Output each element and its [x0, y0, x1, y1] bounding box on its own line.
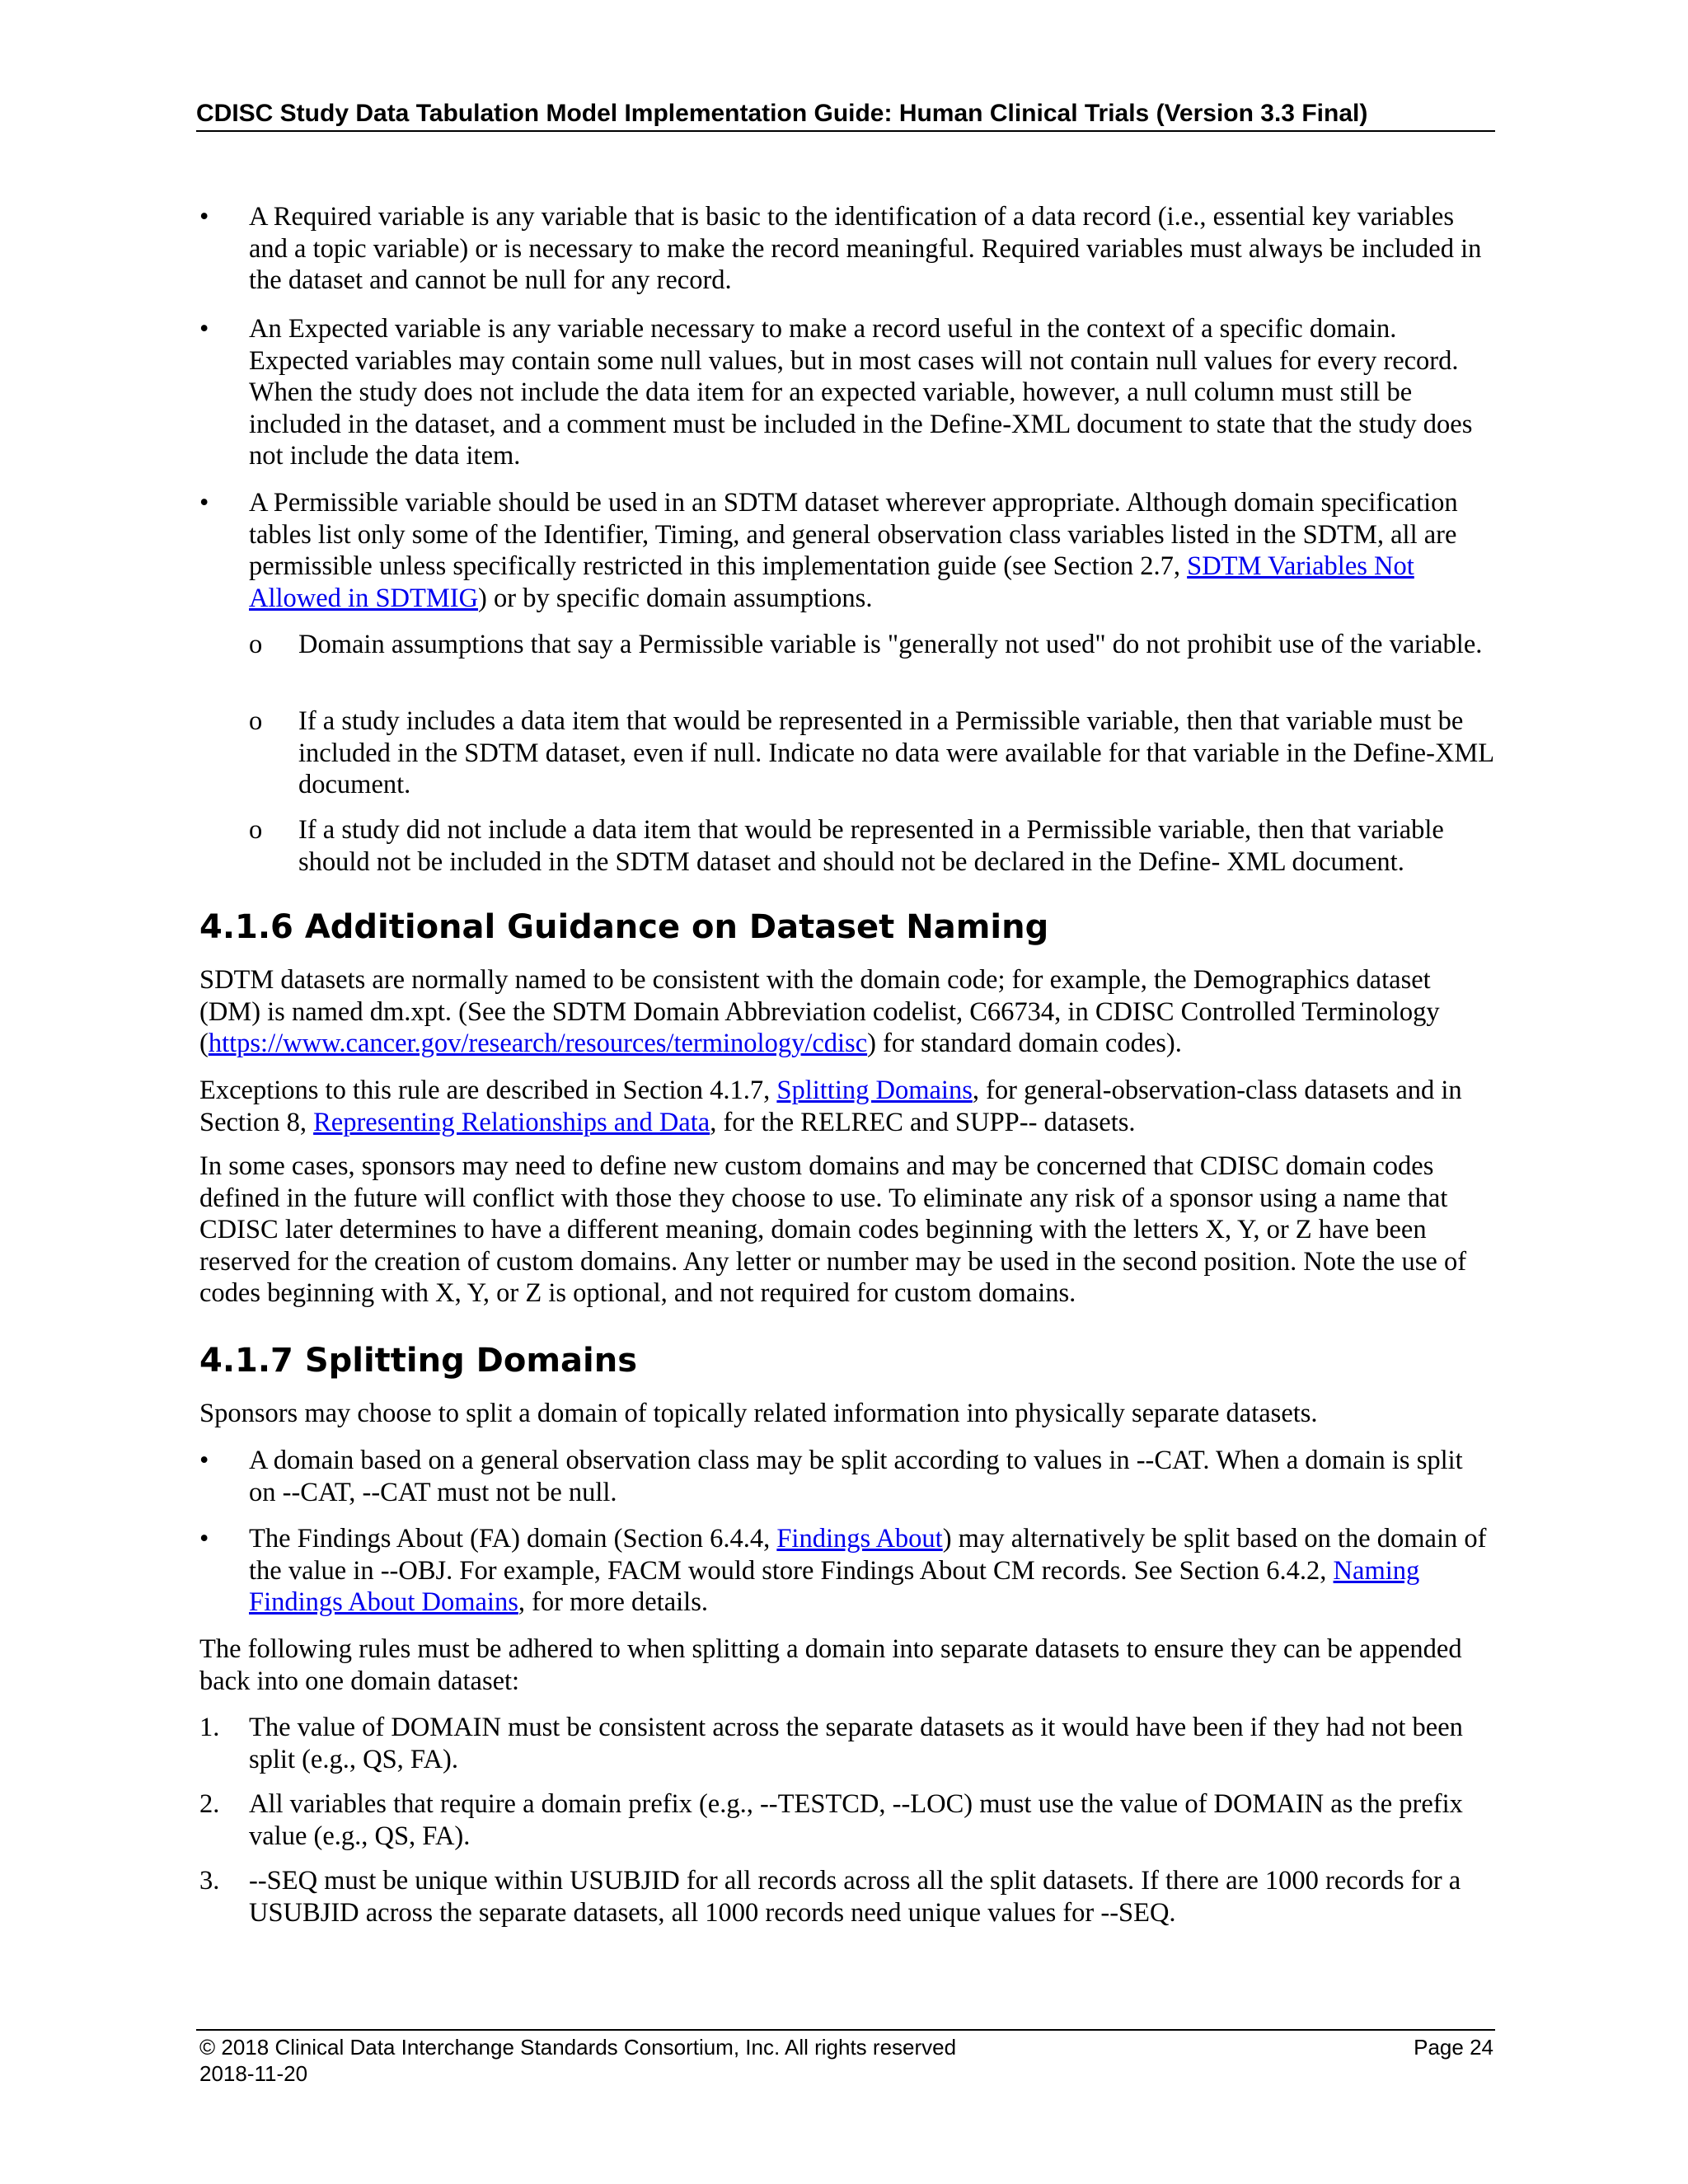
text-span: ) for standard domain codes). — [867, 1029, 1182, 1058]
text-span: , for general-observation-class datasets and in Section 8, — [199, 1076, 1462, 1137]
sub-bullet-text: If a study includes a data item that would be represented in a Permissible variable, then that variable must be included in the SDTM dataset, even if null. Indicate no data were available for that variable in the Define-XML document. — [298, 706, 1493, 799]
sub-bullet-not-included — [199, 814, 1495, 878]
section-heading-4-1-7: 4.1.7 Splitting Domains — [199, 1342, 638, 1380]
bullet-mark: • — [199, 314, 209, 344]
footer-left — [199, 2034, 956, 2087]
bullet-text: An Expected variable is any variable necessary to make a record useful in the context of a specific domain. Expected variables may contain some null values, but in most cases will not contain null values for every record. When the study does not include the data item for an expected variable, however, a null column must still be included in the dataset, and a comment must be included in the Define-XML document to state that the study does not include the data item. — [249, 314, 1473, 471]
bullet-findings-about — [199, 1523, 1495, 1619]
bullet-mark: • — [199, 1524, 209, 1554]
rule-number: 1. — [199, 1713, 220, 1742]
sub-bullet-text: Domain assumptions that say a Permissible variable is "generally not used" do not prohibit use of the variable. — [298, 630, 1483, 659]
sub-bullet-generally-not-used — [199, 629, 1495, 661]
rule-number: 2. — [199, 1789, 220, 1819]
text-span: ) may alternatively be split based on the domain of the value in --OBJ. For example, FACM would store Findings About CM records. See Section 6.4.2, — [249, 1524, 1487, 1586]
bullet-text: A Required variable is any variable that is basic to the identification of a data record (i.e., essential key variables and a topic variable) or is necessary to make the record meaningful. Required variables must always be included in the dataset and cannot be null for any record. — [249, 202, 1482, 295]
paragraph-split-intro: Sponsors may choose to split a domain of topically related information into physically separate datasets. — [199, 1399, 1318, 1428]
sub-bullet-mark: o — [249, 706, 263, 736]
bullet-text: A domain based on a general observation class may be split according to values in --CAT. When a domain is split on --CAT, --CAT must not be null. — [249, 1446, 1463, 1507]
text-span: ) or by specific domain assumptions. — [478, 583, 873, 613]
bullet-mark: • — [199, 202, 209, 232]
text-span: , for the RELREC and SUPP-- datasets. — [710, 1107, 1136, 1137]
link-cancer-gov-terminology[interactable]: https://www.cancer.gov/research/resources/terminology/cdisc — [208, 1029, 868, 1058]
paragraph-rules-intro: The following rules must be adhered to when splitting a domain into separate datasets to ensure they can be appended back into one domain dataset: — [199, 1634, 1462, 1696]
rule-item-3 — [199, 1865, 1495, 1929]
footer-copyright: © 2018 Clinical Data Interchange Standards Consortium, Inc. All rights reserved — [199, 2035, 957, 2060]
sub-bullet-text: If a study did not include a data item that would be represented in a Permissible variable, then that variable should not be included in the SDTM dataset and should not be declared in the Define- XML document. — [298, 815, 1444, 877]
text-span: Exceptions to this rule are described in Section 4.1.7, — [199, 1076, 777, 1105]
link-splitting-domains[interactable]: Splitting Domains — [776, 1076, 973, 1105]
link-sdtm-variables-not-allowed[interactable]: SDTM Variables Not Allowed in SDTMIG — [249, 551, 1414, 613]
paragraph-custom-domains: In some cases, sponsors may need to define new custom domains and may be concerned that CDISC domain codes defined in the future will conflict with those they choose to use. To eliminate any risk of a sponsor using a name that CDISC later determines to have a different meaning, domain codes beginning with the letters X, Y, or Z have been reserved for the creation of custom domains. Any letter or number may be used in the second position. Note the use of codes beginning with X, Y, or Z is optional, and not required for custom domains. — [199, 1151, 1467, 1308]
text-span: A Permissible variable should be used in an SDTM dataset wherever appropriate. Although domain specification tables list only some of the Identifier, Timing, and general observation class variables listed in the SDTM, all are permissible unless specifically restricted in this implementation guide (see Section 2.7, — [249, 488, 1458, 581]
rule-text: The value of DOMAIN must be consistent across the separate datasets as it would have been if they had not been split (e.g., QS, FA). — [249, 1713, 1463, 1774]
text-span: , for more details. — [518, 1587, 708, 1617]
rule-item-1 — [199, 1712, 1495, 1775]
rule-text: --SEQ must be unique within USUBJID for all records across all the split datasets. If there are 1000 records for a USUBJID across the separate datasets, all 1000 records need unique values for --SEQ. — [249, 1866, 1461, 1928]
bullet-expected — [199, 313, 1495, 472]
link-representing-relationships[interactable]: Representing Relationships and Data — [313, 1107, 710, 1137]
rule-item-2 — [199, 1788, 1495, 1852]
link-naming-findings-about-domains[interactable]: Naming Findings About Domains — [249, 1555, 1420, 1617]
footer-page-number: Page 24 — [1414, 2035, 1493, 2060]
bullet-mark: • — [199, 488, 209, 518]
sub-bullet-mark: o — [249, 630, 263, 659]
sub-bullet-included — [199, 705, 1495, 801]
bullet-permissible — [199, 487, 1495, 614]
running-header: CDISC Study Data Tabulation Model Implementation Guide: Human Clinical Trials (Version 3.3 Final) — [196, 100, 1368, 127]
paragraph-exceptions — [199, 1075, 1495, 1138]
text-span: The Findings About (FA) domain (Section 6.4.4, — [249, 1524, 777, 1554]
link-findings-about[interactable]: Findings About — [776, 1524, 943, 1554]
bullet-mark: • — [199, 1446, 209, 1475]
paragraph-dataset-naming — [199, 964, 1495, 1060]
text-span: SDTM datasets are normally named to be consistent with the domain code; for example, the Demographics dataset (DM) is named dm.xpt. (See the SDTM Domain Abbreviation codelist, C66734, in CDISC Controlled Terminology ( — [199, 965, 1440, 1058]
sub-bullet-mark: o — [249, 815, 263, 845]
footer-date: 2018-11-20 — [199, 2061, 308, 2086]
rule-number: 3. — [199, 1866, 220, 1896]
bullet-text — [249, 1523, 1495, 1619]
bullet-text — [249, 487, 1495, 614]
rule-text: All variables that require a domain prefix (e.g., --TESTCD, --LOC) must use the value of DOMAIN as the prefix value (e.g., QS, FA). — [249, 1789, 1463, 1851]
bullet-required — [199, 201, 1495, 297]
bullet-split-cat — [199, 1445, 1495, 1508]
header-rule — [196, 130, 1495, 132]
section-heading-4-1-6: 4.1.6 Additional Guidance on Dataset Naming — [199, 908, 1049, 946]
footer-rule — [196, 2029, 1495, 2031]
